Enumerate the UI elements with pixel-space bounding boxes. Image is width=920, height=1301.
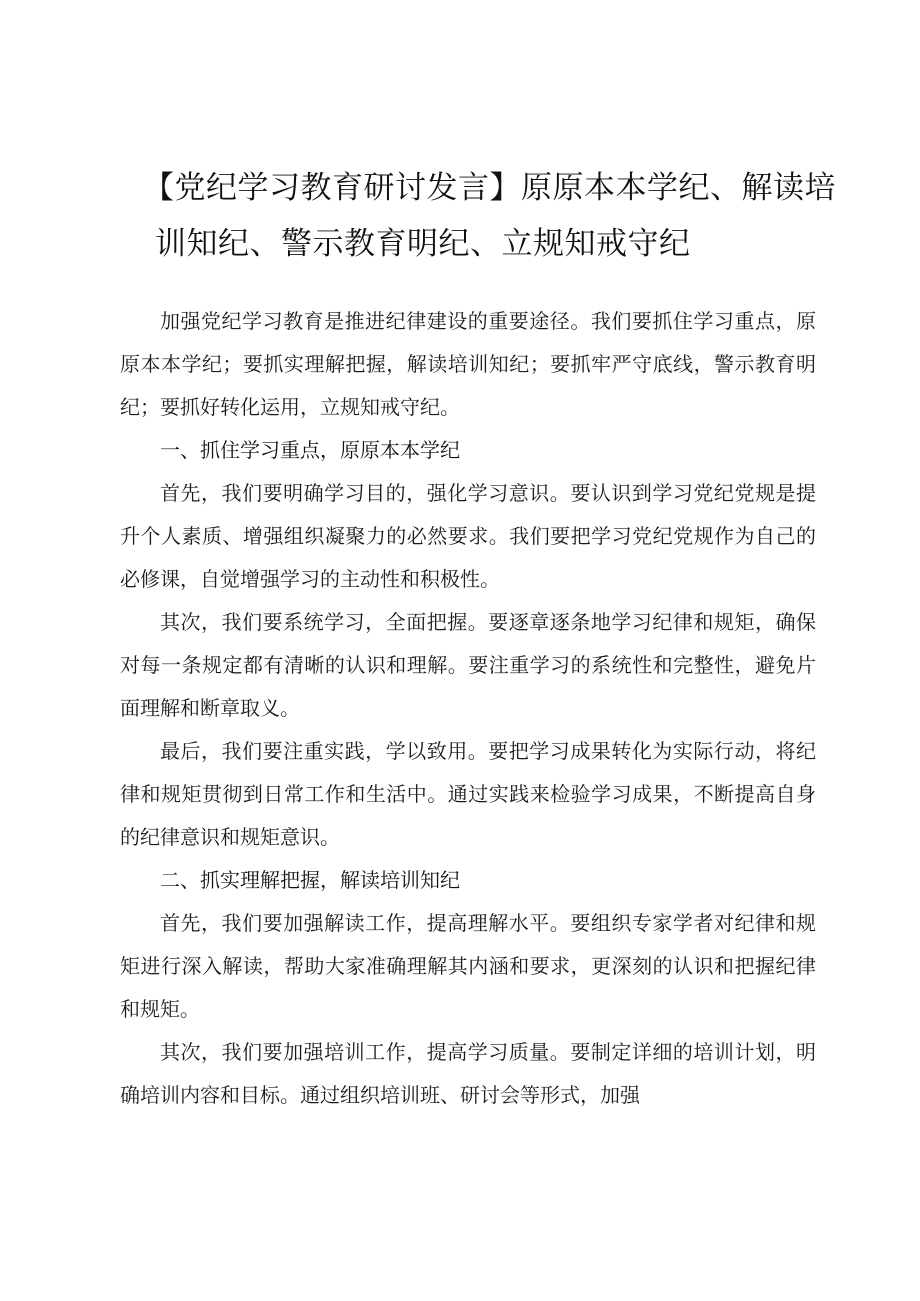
title-line-1: 【党纪学习教育研讨发言】原原本本学纪、解读培: [143, 170, 836, 206]
title-line-2: 训知纪、警示教育明纪、立规知戒守纪: [155, 226, 691, 262]
section-2-heading: 二、抓实理解把握，解读培训知纪: [160, 868, 460, 892]
section-2-paragraph-1: 首先，我们要加强解读工作，提高理解水平。要组织专家学者对纪律和规矩进行深入解读，帮助大家准确理解其内涵和要求，更深刻的认识和把握纪律和规矩。: [120, 911, 816, 1021]
intro-paragraph: 加强党纪学习教育是推进纪律建设的重要途径。我们要抓住学习重点，原原本本学纪；要抓实理解把握，解读培训知纪；要抓牢严守底线，警示教育明纪；要抓好转化运用，立规知戒守纪。: [120, 309, 816, 419]
section-1-heading: 一、抓住学习重点，原原本本学纪: [160, 438, 460, 462]
document-title: [143, 160, 836, 272]
document-body: [120, 300, 816, 1117]
section-1-paragraph-3: 最后，我们要注重实践，学以致用。要把学习成果转化为实际行动，将纪律和规矩贯彻到日常工作和生活中。通过实践来检验学习成果，不断提高自身的纪律意识和规矩意识。: [120, 739, 816, 849]
section-1-paragraph-1: 首先，我们要明确学习目的，强化学习意识。要认识到学习党纪党规是提升个人素质、增强组织凝聚力的必然要求。我们要把学习党纪党规作为自己的必修课，自觉增强学习的主动性和积极性。: [120, 481, 816, 591]
section-1-paragraph-2: 其次，我们要系统学习，全面把握。要逐章逐条地学习纪律和规矩，确保对每一条规定都有清晰的认识和理解。要注重学习的系统性和完整性，避免片面理解和断章取义。: [120, 610, 816, 720]
section-2-paragraph-2: 其次，我们要加强培训工作，提高学习质量。要制定详细的培训计划，明确培训内容和目标。通过组织培训班、研讨会等形式，加强: [120, 1040, 816, 1107]
